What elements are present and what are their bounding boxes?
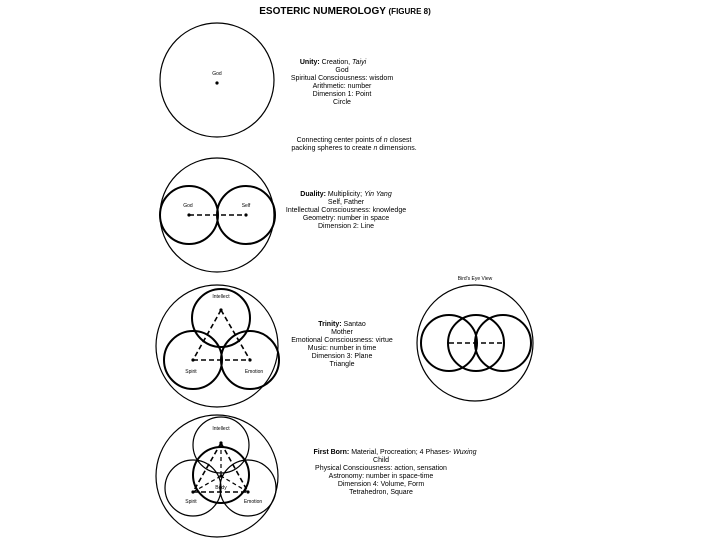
duality-heading: Duality: Multiplicity; Yin Yang — [300, 191, 392, 198]
trinity-line: Music: number in time — [307, 345, 377, 352]
first-born-outer-circle — [156, 415, 278, 537]
duality-line: Geometry: number in space — [302, 215, 390, 222]
birds-eye-figure — [417, 276, 533, 401]
unity-heading: Unity: Creation, Taiyi — [299, 59, 367, 66]
intellect-label: Intellect — [212, 294, 230, 300]
emotion-center — [248, 358, 251, 361]
intellect-center — [219, 308, 222, 311]
unity-line: Circle — [333, 99, 351, 106]
self-label: Self — [241, 203, 251, 209]
unity-figure — [160, 23, 274, 137]
first-born-line: Dimension 4: Volume, Form — [337, 481, 425, 488]
unity-line: God — [335, 67, 349, 74]
figure-number: (FIGURE 8) — [388, 7, 431, 16]
intellect-center — [219, 441, 222, 444]
first-born-line: Physical Consciousness: action, sensation — [315, 465, 447, 472]
trinity-line: Mother — [331, 329, 353, 336]
unity-line: Arithmetic: number — [312, 83, 372, 90]
first-born-line: Tetrahedron, Square — [349, 489, 413, 496]
first-born-heading: First Born: Material, Procreation; 4 Phases- Wuxing — [313, 449, 477, 456]
spirit-label: Spirit — [185, 499, 197, 505]
emotion-label: Emotion — [244, 369, 264, 375]
duality-line: Intellectual Consciousness: knowledge — [285, 207, 407, 214]
trinity-caption — [291, 321, 393, 368]
trinity-line: Triangle — [329, 361, 355, 368]
first-born-caption — [313, 449, 476, 496]
unity-line: Spiritual Consciousness: wisdom — [290, 75, 394, 82]
emotion-center — [246, 490, 249, 493]
duality-caption — [286, 191, 406, 230]
god-point — [215, 81, 218, 84]
connecting-note-line-2: packing spheres to create n dimensions. — [291, 145, 417, 152]
connecting-note-line-1: Connecting center points of n closest — [296, 137, 412, 144]
duality-line: Self, Father — [327, 199, 365, 206]
birds-eye-label: Bird's Eye View — [457, 276, 493, 282]
trinity-line: Dimension 3: Plane — [311, 353, 373, 360]
spirit-label: Spirit — [185, 369, 197, 375]
unity-circle — [160, 23, 274, 137]
spirit-center — [191, 358, 194, 361]
spirit-center — [191, 490, 194, 493]
god-center — [187, 213, 190, 216]
duality-figure — [160, 158, 275, 272]
first-born-line: Astronomy: number in space-time — [328, 473, 434, 480]
unity-caption — [291, 59, 393, 106]
body-center — [219, 474, 222, 477]
trinity-heading: Trinity: Santao — [318, 321, 366, 328]
god-label: God — [183, 203, 193, 209]
page-title: ESOTERIC NUMEROLOGY (FIGURE 8) — [259, 6, 431, 17]
trinity-figure — [156, 285, 279, 407]
trinity-line: Emotional Consciousness: virtue — [291, 337, 393, 344]
god-label: God — [212, 71, 222, 77]
duality-line: Dimension 2: Line — [317, 223, 375, 230]
unity-line: Dimension 1: Point — [312, 91, 372, 98]
intellect-label: Intellect — [212, 426, 230, 432]
connecting-note — [291, 137, 416, 152]
body-label: Body — [215, 485, 227, 491]
self-center — [244, 213, 247, 216]
first-born-figure — [156, 415, 278, 537]
first-born-line: Child — [373, 457, 389, 464]
emotion-label: Emotion — [243, 499, 263, 505]
